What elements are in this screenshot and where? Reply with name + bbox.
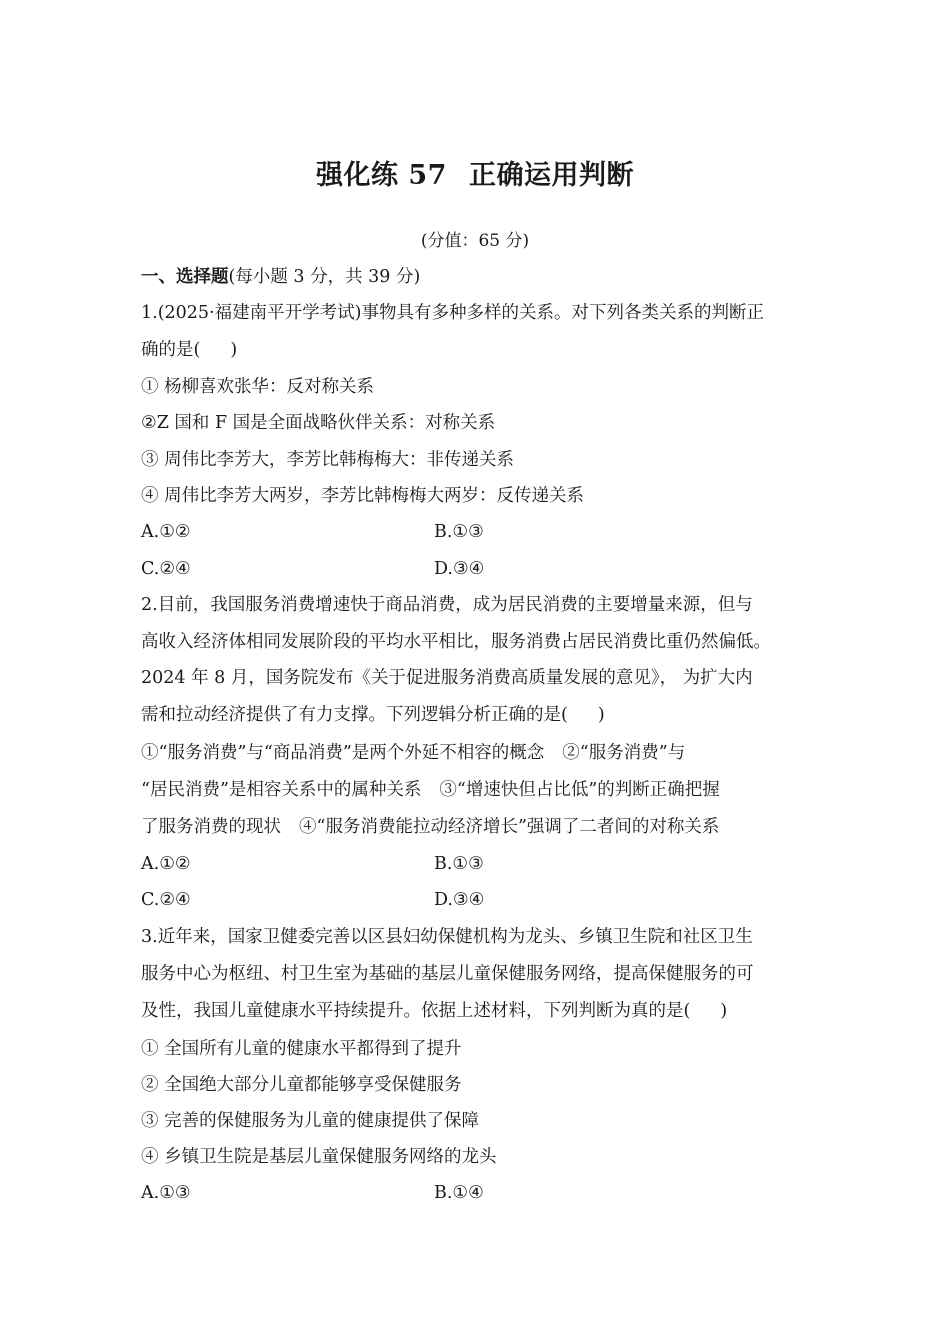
q2-item-3-start: ③“增速快但占比低”的判断正确把握 (439, 780, 720, 800)
q2-option-a: A.①② (141, 854, 191, 874)
q2-stem-line-1: 2.目前，我国服务消费增速快于商品消费，成为居民消费的主要增量来源，但与 (141, 595, 753, 615)
q3-option-b: B.①④ (434, 1183, 484, 1203)
q2-item-3-end: 了服务消费的现状 (141, 817, 281, 837)
q2-item-2-start: ②“服务消费”与 (562, 743, 686, 763)
q2-option-c: C.②④ (141, 890, 191, 910)
q2-item-1: ①“服务消费”与“商品消费”是两个外延不相容的概念 (141, 743, 545, 763)
q2-item-4: ④“服务消费能拉动经济增长”强调了二者间的对称关系 (299, 817, 720, 837)
q3-stem-close: ) (720, 1001, 728, 1021)
q2-stem-line-3: 2024 年 8 月，国务院发布《关于促进服务消费高质量发展的意见》， 为扩大内 (141, 668, 753, 688)
q3-item-2: ② 全国绝大部分儿童都能够享受保健服务 (141, 1075, 462, 1095)
q2-items-line-1 (141, 740, 685, 766)
q1-stem-close: ) (230, 340, 238, 360)
q1-stem-line-1: 1.(2025·福建南平开学考试)事物具有多种多样的关系。对下列各类关系的判断正 (141, 303, 764, 323)
section-note: (每小题 3 分，共 39 分) (228, 267, 421, 287)
q1-option-a: A.①② (141, 522, 191, 542)
q2-option-b: B.①③ (434, 854, 484, 874)
q1-item-1: ① 杨柳喜欢张华：反对称关系 (141, 377, 375, 397)
q3-item-4: ④ 乡镇卫生院是基层儿童保健服务网络的龙头 (141, 1147, 497, 1167)
q3-option-a: A.①③ (141, 1183, 191, 1203)
q2-items-line-2 (141, 777, 720, 803)
section-heading (141, 264, 420, 290)
q1-option-b: B.①③ (434, 522, 484, 542)
q3-item-1: ① 全国所有儿童的健康水平都得到了提升 (141, 1039, 462, 1059)
q2-items-line-3 (141, 814, 719, 840)
section-title: 一、选择题 (141, 267, 229, 287)
q2-stem-text: 需和拉动经济提供了有力支撑。下列逻辑分析正确的是( (141, 705, 568, 725)
q3-item-3: ③ 完善的保健服务为儿童的健康提供了保障 (141, 1111, 480, 1131)
q3-stem-line-1: 3.近年来，国家卫健委完善以区县妇幼保健机构为龙头、乡镇卫生院和社区卫生 (141, 927, 753, 947)
q2-stem-line-2: 高收入经济体相同发展阶段的平均水平相比，服务消费占居民消费比重仍然偏低。 (141, 632, 771, 652)
q1-option-c: C.②④ (141, 559, 191, 579)
q2-item-2-end: “居民消费”是相容关系中的属种关系 (141, 780, 422, 800)
q3-stem-line-2: 服务中心为枢纽、村卫生室为基础的基层儿童保健服务网络，提高保健服务的可 (141, 964, 754, 984)
q1-item-3: ③ 周伟比李芳大，李芳比韩梅梅大：非传递关系 (141, 450, 515, 470)
q1-stem-text: 确的是( (141, 340, 201, 360)
title-sub: 正确运用判断 (468, 160, 634, 191)
q1-stem-line-2 (141, 337, 237, 363)
q3-stem-text: 及性，我国儿童健康水平持续提升。依据上述材料，下列判断为真的是( (141, 1001, 691, 1021)
score-note: (分值：65 分) (420, 231, 530, 251)
q2-stem-close: ) (597, 705, 605, 725)
q1-item-2: ②Z 国和 F 国是全面战略伙伴关系：对称关系 (141, 413, 496, 433)
q2-option-d: D.③④ (434, 890, 485, 910)
q3-stem-line-3 (141, 998, 727, 1024)
q1-item-4: ④ 周伟比李芳大两岁，李芳比韩梅梅大两岁：反传递关系 (141, 486, 585, 506)
title-main: 强化练 57 (316, 160, 447, 191)
q2-stem-line-4 (141, 702, 605, 728)
page-title (0, 156, 950, 196)
q1-option-d: D.③④ (434, 559, 485, 579)
